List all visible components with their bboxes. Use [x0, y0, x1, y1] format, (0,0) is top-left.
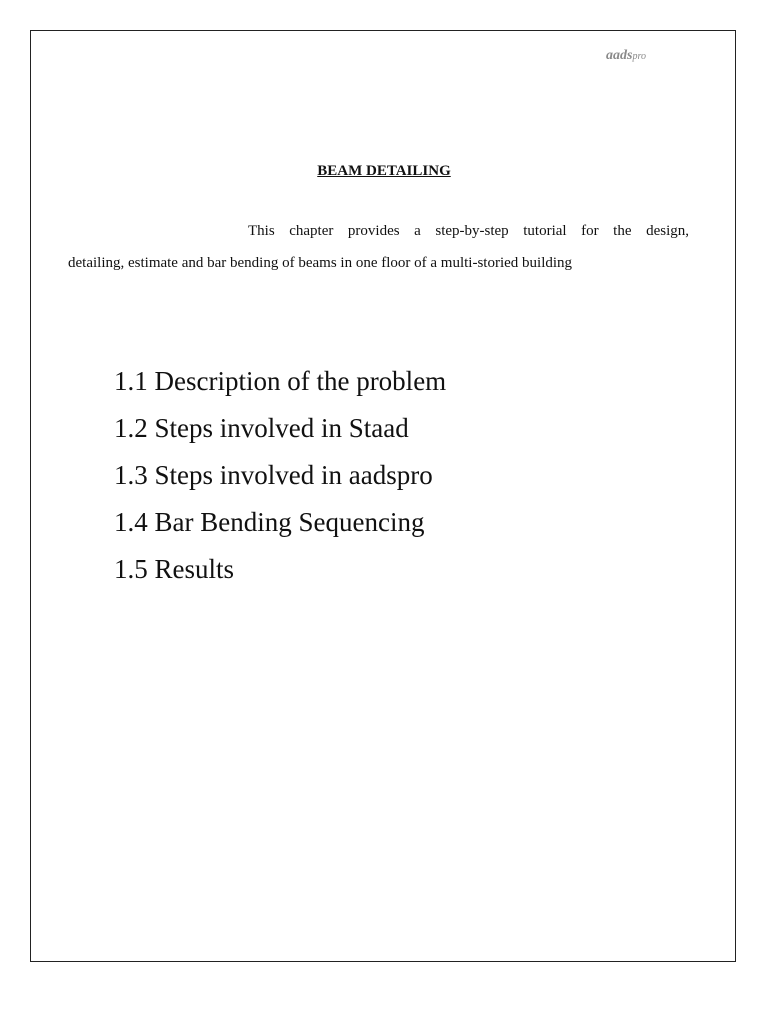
table-of-contents — [114, 358, 446, 593]
logo-main-text: aads — [606, 48, 633, 63]
logo-sub-text: pro — [632, 51, 646, 62]
toc-item-bar-bending: 1.4 Bar Bending Sequencing — [114, 507, 425, 537]
toc-item-aadspro-steps: 1.3 Steps involved in aadspro — [114, 460, 433, 490]
intro-paragraph-line-1: This chapter provides a step-by-step tutorial for the design, — [248, 223, 689, 239]
intro-paragraph-line-2: detailing, estimate and bar bending of beams in one floor of a multi-storied building — [68, 255, 573, 271]
toc-item-description: 1.1 Description of the problem — [114, 366, 447, 396]
toc-item-results: 1.5 Results — [114, 554, 235, 584]
aadspro-logo — [606, 47, 646, 63]
toc-item-staad-steps: 1.2 Steps involved in Staad — [114, 413, 409, 443]
page-title: BEAM DETAILING — [317, 163, 451, 179]
